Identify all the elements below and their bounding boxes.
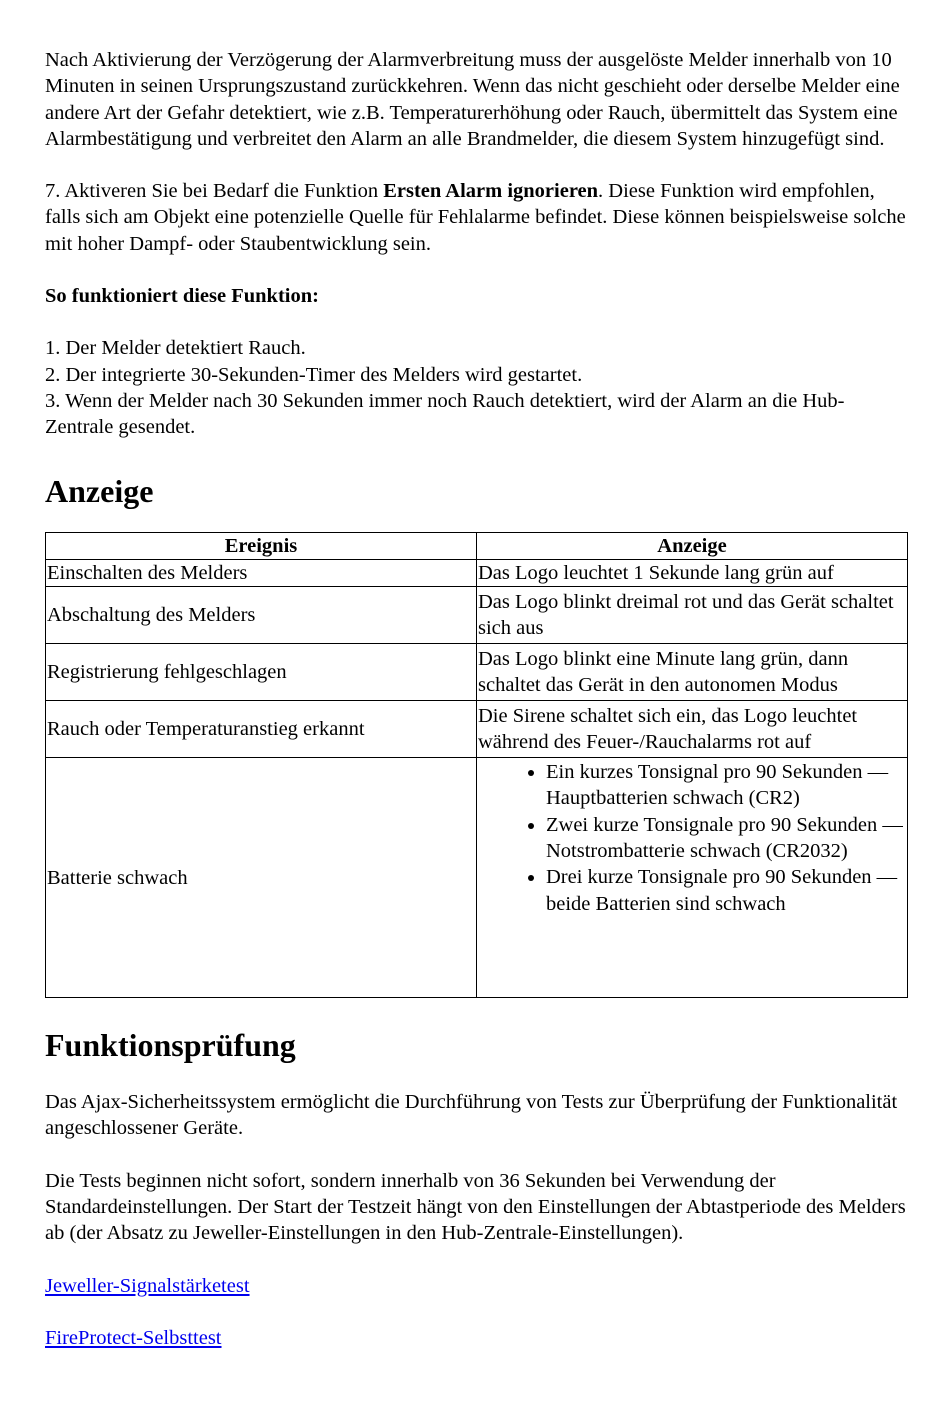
table-row [46, 587, 908, 644]
display-cell: Das Logo leuchtet 1 Sekunde lang grün auf [477, 559, 908, 586]
step-7-prefix: 7. Aktiveren Sie bei Bedarf die Funktion [45, 180, 384, 203]
paragraph-test-timing: Die Tests beginnen nicht sofort, sondern innerhalb von 36 Sekunden bei Verwendung der Standardeinstellungen. Der Start der Testzeit hängt von den Einstellungen der Abtastperiode des Melders ab (der Absatz zu Jeweller-Einstellungen in den Hub-Zentrale-Einstellungen). [45, 1169, 906, 1245]
link-fireprotect-self-test[interactable]: FireProtect-Selbsttest [45, 1326, 222, 1349]
event-cell: Einschalten des Melders [46, 559, 477, 586]
table-row-battery [46, 758, 908, 998]
document-page [45, 47, 910, 1351]
header-display: Anzeige [477, 532, 908, 559]
link-jeweller-signal-test[interactable]: Jeweller-Signalstärketest [45, 1274, 250, 1297]
anzeige-heading: Anzeige [45, 472, 154, 509]
feature-name-bold: Ersten Alarm ignorieren [383, 180, 599, 203]
how-step-3: 3. Wenn der Melder nach 30 Sekunden immer noch Rauch detektiert, wird der Alarm an die Hub-Zentrale gesendet. [45, 389, 845, 439]
event-cell: Batterie schwach [46, 758, 477, 998]
display-cell: Das Logo blinkt dreimal rot und das Gerät schaltet sich aus [477, 587, 908, 644]
header-event: Ereignis [46, 532, 477, 559]
table-row [46, 644, 908, 701]
list-item: • Zwei kurze Tonsignale pro 90 Sekunden — Notstrombatterie schwach (CR2032) [546, 812, 906, 865]
event-cell: Rauch oder Temperaturanstieg erkannt [46, 701, 477, 758]
display-cell-battery [477, 758, 908, 998]
table-row [46, 701, 908, 758]
event-cell: Registrierung fehlgeschlagen [46, 644, 477, 701]
paragraph-alarm-delay: Nach Aktivierung der Verzögerung der Alarmverbreitung muss der ausgelöste Melder innerhalb von 10 Minuten in seinen Ursprungszustand zurückkehren. Wenn das nicht geschieht oder derselbe Melder eine andere Art der Gefahr detektiert, wie z.B. Temperaturerhöhung oder Rauch, übermittelt das System eine Alarmbestätigung und verbreitet den Alarm an alle Brandmelder, die diesem System hinzugefügt sind. [45, 49, 900, 150]
display-cell: Die Sirene schaltet sich ein, das Logo leuchtet während des Feuer-/Rauchalarms rot auf [477, 701, 908, 758]
how-it-works-heading: So funktioniert diese Funktion: [45, 285, 319, 308]
paragraph-step-7 [45, 178, 910, 257]
table-row [46, 559, 908, 586]
list-item: • Ein kurzes Tonsignal pro 90 Sekunden — Hauptbatterien schwach (CR2) [546, 759, 906, 812]
step-7-suffix: . Diese Funktion wird empfohlen, falls sich am Objekt eine potenzielle Quelle für Fehlalarme befindet. Diese können beispielsweise solche mit hoher Dampf- oder Staubentwicklung sein. [45, 180, 906, 255]
how-step-2: 2. Der integrierte 30-Sekunden-Timer des Melders wird gestartet. [45, 363, 583, 386]
battery-signal-list [478, 759, 906, 917]
how-step-1: 1. Der Melder detektiert Rauch. [45, 337, 306, 360]
indication-table [45, 532, 908, 999]
function-test-heading: Funktionsprüfung [45, 1027, 296, 1064]
display-cell: Das Logo blinkt eine Minute lang grün, dann schaltet das Gerät in den autonomen Modus [477, 644, 908, 701]
table-header-row [46, 532, 908, 559]
list-item: • Drei kurze Tonsignale pro 90 Sekunden — beide Batterien sind schwach [546, 864, 906, 917]
event-cell: Abschaltung des Melders [46, 587, 477, 644]
paragraph-test-intro: Das Ajax-Sicherheitssystem ermöglicht die Durchführung von Tests zur Überprüfung der Funktionalität angeschlossener Geräte. [45, 1091, 898, 1140]
